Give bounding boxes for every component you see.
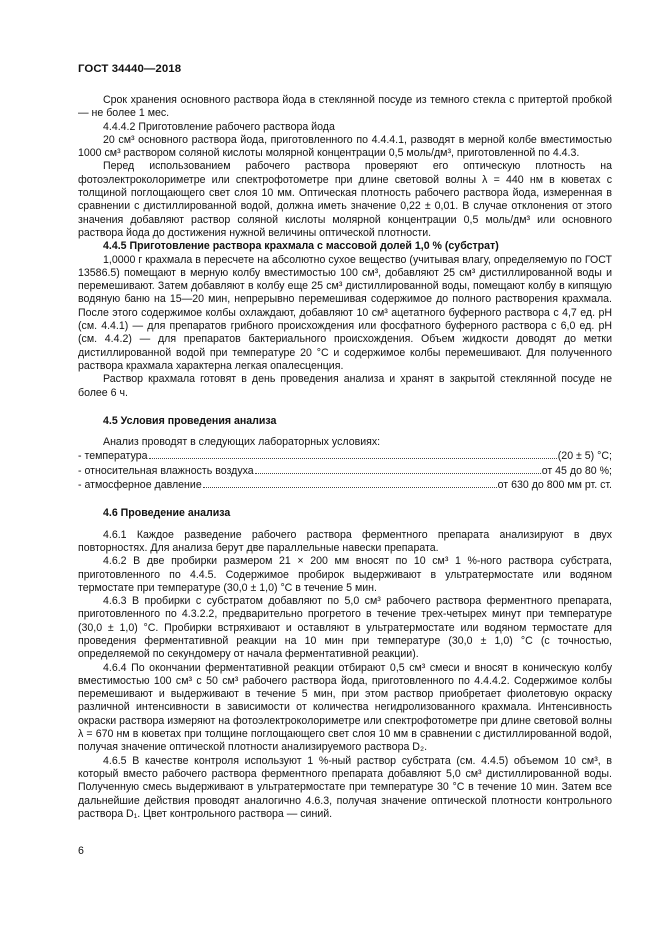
paragraph-storage: Срок хранения основного раствора йода в стеклянной посуде из темного стекла с притертой пробкой — не более 1 мес. bbox=[78, 94, 612, 120]
condition-value: от 45 до 80 %; bbox=[541, 464, 612, 477]
paragraph-4-5-intro: Анализ проводят в следующих лабораторных условиях: bbox=[103, 436, 381, 449]
paragraph-4-4-5: 1,0000 г крахмала в пересчете на абсолютно сухое вещество (учитывая влагу, определяемую по ГОСТ 13586.5) помещают в мерную колбу вместимостью 100 см³, добавляют 25 см³ дистиллированной воды и перемешивают. Затем добавляют в колбу еще 25 см³ дистиллированной воды, помещают колбу в кипящую водяную баню на 15—20 мин, непрерывно перемешивая содержимое до полного растворения крахмала. После этого содержимое колбы охлаждают, добавляют 10 см³ ацетатного буферного раствора с 4,7 ед. pH (см. 4.4.1) — для препаратов грибного происхождения или фосфатного буферного раствора с 6,0 ед. pH (см. 4.4.2) — для препаратов бактериального происхождения. Объем жидкости доводят до метки дистиллированной водой при температуре 20 °С и содержимое колбы перемешивают. Для полученного раствора крахмала характерна легкая опалесценция. bbox=[78, 253, 612, 372]
paragraph-4-6-1: 4.6.1 Каждое разведение рабочего раствора ферментного препарата анализируют в двух повторностях. Для анализа берут две параллельные навески препарата. bbox=[78, 528, 612, 554]
condition-item bbox=[78, 464, 612, 478]
paragraph-4-6-2: 4.6.2 В две пробирки размером 21 × 200 мм вносят по 10 см³ 1 %-ного раствора субстрата, приготовленного по 4.4.5. Содержимое пробирок выдерживают в ультратермостате или водяном термостате при температуре (30,0 ± 1,0) °С в течение 5 мин. bbox=[78, 555, 612, 594]
heading-4-4-4-2: 4.4.4.2 Приготовление рабочего раствора йода bbox=[103, 120, 335, 133]
heading-4-6: 4.6 Проведение анализа bbox=[103, 507, 231, 520]
paragraph-optical-check: Перед использованием рабочего раствора проверяют его оптическую плотность на фотоэлектроколориметре или спектрофотометре при длине световой волны λ = 440 нм в кюветах с толщиной поглощающего свет слоя 10 мм. Оптическая плотность рабочего раствора йода, измеренная в сравнении с дистиллированной водой, должна иметь значение 0,22 ± 0,01. В случае отклонения от этого значения добавляют раствор соляной кислоты молярной концентрации 0,5 моль/дм³ или основного раствора йода до достижения нужной величины оптической плотности. bbox=[78, 160, 612, 239]
condition-label: - температура bbox=[78, 450, 148, 463]
condition-item bbox=[78, 449, 612, 463]
leader-dots bbox=[255, 464, 541, 474]
condition-label: - относительная влажность воздуха bbox=[78, 464, 254, 477]
condition-value: (20 ± 5) °С; bbox=[557, 450, 612, 463]
document-header: ГОСТ 34440—2018 bbox=[78, 63, 182, 75]
paragraph-starch-day: Раствор крахмала готовят в день проведения анализа и хранят в закрытой стеклянной посуде не более 6 ч. bbox=[78, 373, 612, 399]
leader-dots bbox=[149, 449, 557, 459]
condition-item bbox=[78, 478, 612, 492]
document-body bbox=[78, 94, 612, 821]
paragraph-4-6-4: 4.6.4 По окончании ферментативной реакции отбирают 0,5 см³ смеси и вносят в коническую колбу вместимостью 100 см³ с 50 см³ рабочего раствора йода, приготовленного по 4.4.4.2. Содержимое колбы перемешивают и выдерживают в течение 5 мин, при этом раствор приобретает фиолетовую окраску различной интенсивности в зависимости от количества негидролизованного крахмала. Интенсивность окраски раствора измеряют на фотоэлектроколориметре или спектрофотометре при длине световой волны λ = 670 нм в кюветах при толщине поглощающего свет слоя 10 мм в сравнении с дистиллированной водой, получая значение оптической плотности анализируемого раствора D₂. bbox=[78, 661, 612, 754]
page-number: 6 bbox=[78, 845, 84, 857]
heading-4-5: 4.5 Условия проведения анализа bbox=[103, 414, 277, 427]
condition-value: от 630 до 800 мм рт. ст. bbox=[497, 479, 612, 492]
leader-dots bbox=[203, 478, 497, 488]
heading-4-4-5: 4.4.5 Приготовление раствора крахмала с массовой долей 1,0 % (субстрат) bbox=[103, 240, 499, 253]
condition-label: - атмосферное давление bbox=[78, 479, 202, 492]
paragraph-4-6-3: 4.6.3 В пробирки с субстратом добавляют по 5,0 см³ рабочего раствора ферментного препарата, приготовленного по 4.3.2.2, предварительно прогретого в течение трех-четырех минут при температуре (30,0 ± 1,0) °С. Пробирки встряхивают и оставляют в ультратермостате или водяном термостате для проведения ферментативной реакции на 10 мин при температуре (30,0 ± 1,0) °С (с точностью, определяемой по секундомеру от начала ферментативной реакции). bbox=[78, 595, 612, 661]
paragraph-4-6-5: 4.6.5 В качестве контроля используют 1 %-ный раствор субстрата (см. 4.4.5) объемом 10 см³, в который вместо рабочего раствора ферментного препарата добавляют 5,0 см³ дистиллированной воды. Полученную смесь выдерживают в ультратермостате при температуре 30 °С в течение 10 мин. Затем все дальнейшие действия проводят аналогично 4.6.3, получая значение оптической плотности контрольного раствора D₁. Цвет контрольного раствора — синий. bbox=[78, 754, 612, 820]
paragraph-4-4-4-2: 20 см³ основного раствора йода, приготовленного по 4.4.4.1, разводят в мерной колбе вместимостью 1000 см³ раствором соляной кислоты молярной концентрации 0,5 моль/дм³, приготовленной по 4.4.3. bbox=[78, 133, 612, 160]
conditions-list bbox=[78, 449, 612, 492]
